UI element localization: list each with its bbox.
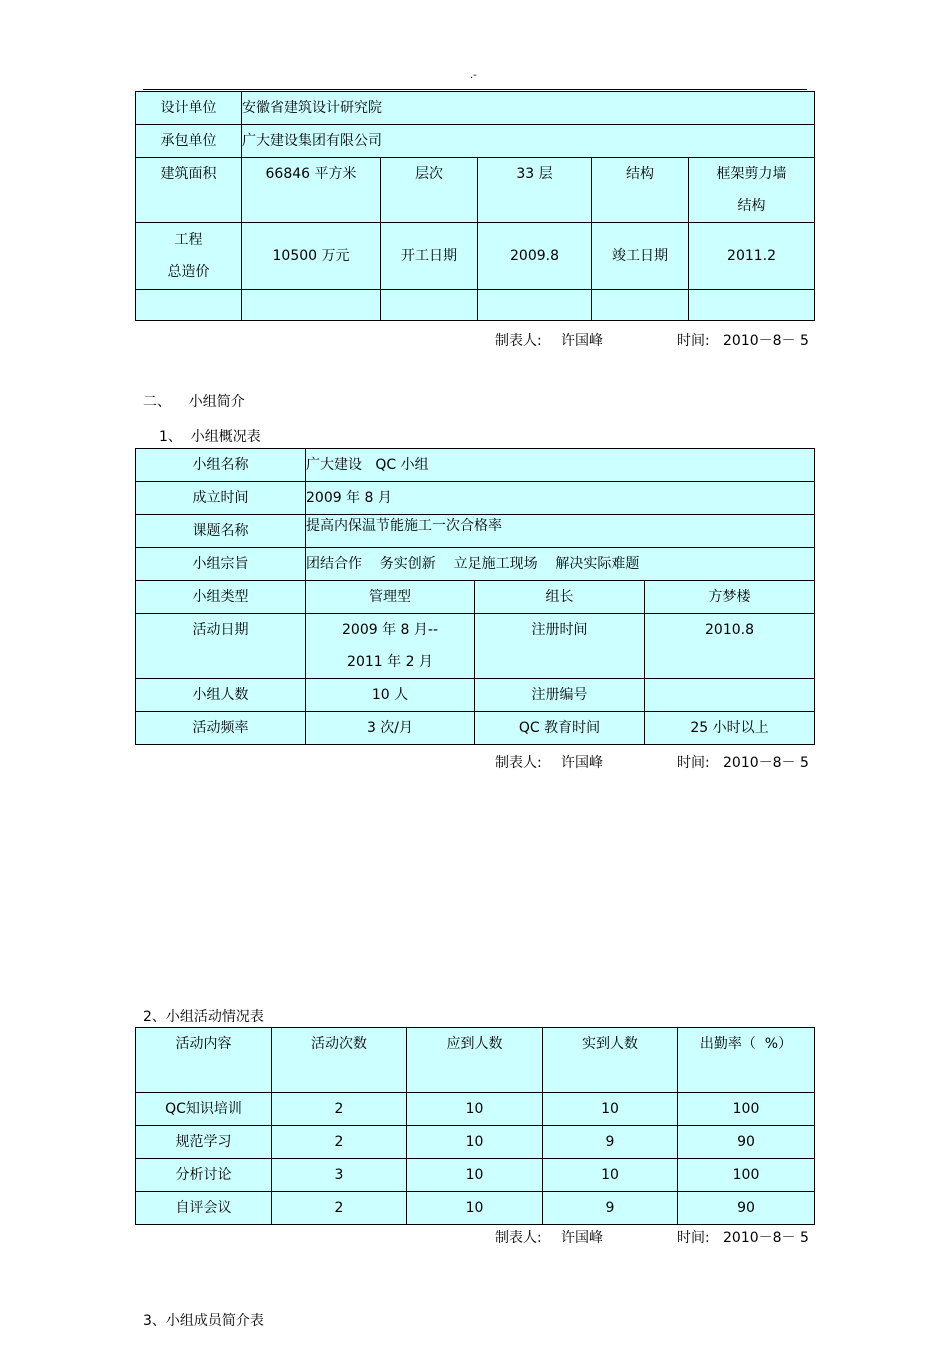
cost-label-line1: 工程 <box>174 232 203 248</box>
structure-value-line1: 框架剪力墙 <box>716 166 787 182</box>
cell: 分析讨论 <box>136 1159 272 1192</box>
floors-value: 33 层 <box>478 158 592 223</box>
maker-label: 制表人: <box>495 755 542 771</box>
structure-label: 结构 <box>592 158 689 223</box>
cell: 100 <box>678 1093 815 1126</box>
cell: 10 <box>407 1093 543 1126</box>
empty-cell <box>136 290 242 321</box>
founded-value: 2009 年 8 月 <box>306 482 815 515</box>
activity-date-value <box>306 614 475 679</box>
time-label: 时间: <box>677 333 710 349</box>
reg-time-value: 2010.8 <box>645 614 815 679</box>
activity-table <box>135 1027 815 1225</box>
freq-value: 3 次/月 <box>306 712 475 745</box>
header-actual: 实到人数 <box>543 1028 678 1093</box>
activity-date-label: 活动日期 <box>136 614 306 679</box>
time-label: 时间: <box>677 755 710 771</box>
table-row <box>136 1093 815 1126</box>
header-activity-count: 活动次数 <box>272 1028 407 1093</box>
maker-label: 制表人: <box>495 333 542 349</box>
floors-label: 层次 <box>381 158 478 223</box>
cell: 9 <box>543 1126 678 1159</box>
members-value: 10 人 <box>306 679 475 712</box>
empty-cell <box>381 290 478 321</box>
reg-no-value <box>645 679 815 712</box>
cell: 9 <box>543 1192 678 1225</box>
empty-cell <box>478 290 592 321</box>
leader-label: 组长 <box>475 581 645 614</box>
end-label: 竣工日期 <box>592 223 689 290</box>
cell: 2 <box>272 1192 407 1225</box>
group-name-value: 广大建设 QC 小组 <box>306 449 815 482</box>
activity-date-line2: 2011 年 2 月 <box>347 654 433 670</box>
structure-value <box>689 158 815 223</box>
cell: 2 <box>272 1126 407 1159</box>
cell: QC知识培训 <box>136 1093 272 1126</box>
founded-label: 成立时间 <box>136 482 306 515</box>
time-value: 2010－8－ 5 <box>723 755 809 771</box>
group-overview-table <box>135 448 815 745</box>
topic-label: 课题名称 <box>136 515 306 548</box>
time-value: 2010－8－ 5 <box>723 333 809 349</box>
empty-cell <box>242 290 381 321</box>
start-label: 开工日期 <box>381 223 478 290</box>
cell: 10 <box>543 1093 678 1126</box>
purpose-label: 小组宗旨 <box>136 548 306 581</box>
freq-label: 活动频率 <box>136 712 306 745</box>
sub1-heading: 1、 小组概况表 <box>159 429 261 445</box>
design-unit-label: 设计单位 <box>136 92 242 125</box>
activity-date-line1: 2009 年 8 月-- <box>342 622 438 638</box>
cell: 10 <box>407 1192 543 1225</box>
type-label: 小组类型 <box>136 581 306 614</box>
header-rule <box>143 89 807 90</box>
edu-value: 25 小时以上 <box>645 712 815 745</box>
signature-1 <box>495 330 815 350</box>
cell: 90 <box>678 1192 815 1225</box>
group-name-label: 小组名称 <box>136 449 306 482</box>
maker-name: 许国峰 <box>561 1230 603 1246</box>
project-table <box>135 91 815 321</box>
reg-no-label: 注册编号 <box>475 679 645 712</box>
design-unit-value: 安徽省建筑设计研究院 <box>242 92 815 125</box>
empty-cell <box>689 290 815 321</box>
end-value: 2011.2 <box>689 223 815 290</box>
maker-label: 制表人: <box>495 1230 542 1246</box>
cell: 2 <box>272 1093 407 1126</box>
header-expected: 应到人数 <box>407 1028 543 1093</box>
leader-value: 方梦楼 <box>645 581 815 614</box>
type-value: 管理型 <box>306 581 475 614</box>
cell: 规范学习 <box>136 1126 272 1159</box>
empty-cell <box>592 290 689 321</box>
contractor-value: 广大建设集团有限公司 <box>242 125 815 158</box>
area-label: 建筑面积 <box>136 158 242 223</box>
signature-2 <box>495 752 815 772</box>
cost-label <box>136 223 242 290</box>
area-value: 66846 平方米 <box>242 158 381 223</box>
maker-name: 许国峰 <box>561 333 603 349</box>
contractor-label: 承包单位 <box>136 125 242 158</box>
sub2-heading: 2、小组活动情况表 <box>143 1009 264 1025</box>
cell: 10 <box>407 1126 543 1159</box>
page-mark: .- <box>470 70 477 81</box>
cell: 10 <box>543 1159 678 1192</box>
cell: 自评会议 <box>136 1192 272 1225</box>
time-value: 2010－8－ 5 <box>723 1230 809 1246</box>
reg-time-label: 注册时间 <box>475 614 645 679</box>
time-label: 时间: <box>677 1230 710 1246</box>
sub3-heading: 3、小组成员简介表 <box>143 1313 264 1329</box>
members-label: 小组人数 <box>136 679 306 712</box>
edu-label: QC 教育时间 <box>475 712 645 745</box>
cost-value: 10500 万元 <box>242 223 381 290</box>
structure-value-line2: 结构 <box>737 198 766 214</box>
cell: 3 <box>272 1159 407 1192</box>
purpose-value: 团结合作 务实创新 立足施工现场 解决实际难题 <box>306 548 815 581</box>
cell: 10 <box>407 1159 543 1192</box>
start-value: 2009.8 <box>478 223 592 290</box>
cost-label-line2: 总造价 <box>167 264 210 280</box>
header-activity-content: 活动内容 <box>136 1028 272 1093</box>
signature-3 <box>495 1227 815 1247</box>
table-row <box>136 1126 815 1159</box>
cell: 90 <box>678 1126 815 1159</box>
header-attendance-rate: 出勤率（ %） <box>678 1028 815 1093</box>
cell: 100 <box>678 1159 815 1192</box>
table-row <box>136 1159 815 1192</box>
maker-name: 许国峰 <box>561 755 603 771</box>
section2-heading: 二、 小组简介 <box>143 394 245 410</box>
table-row <box>136 1192 815 1225</box>
topic-value: 提高内保温节能施工一次合格率 <box>306 515 815 548</box>
